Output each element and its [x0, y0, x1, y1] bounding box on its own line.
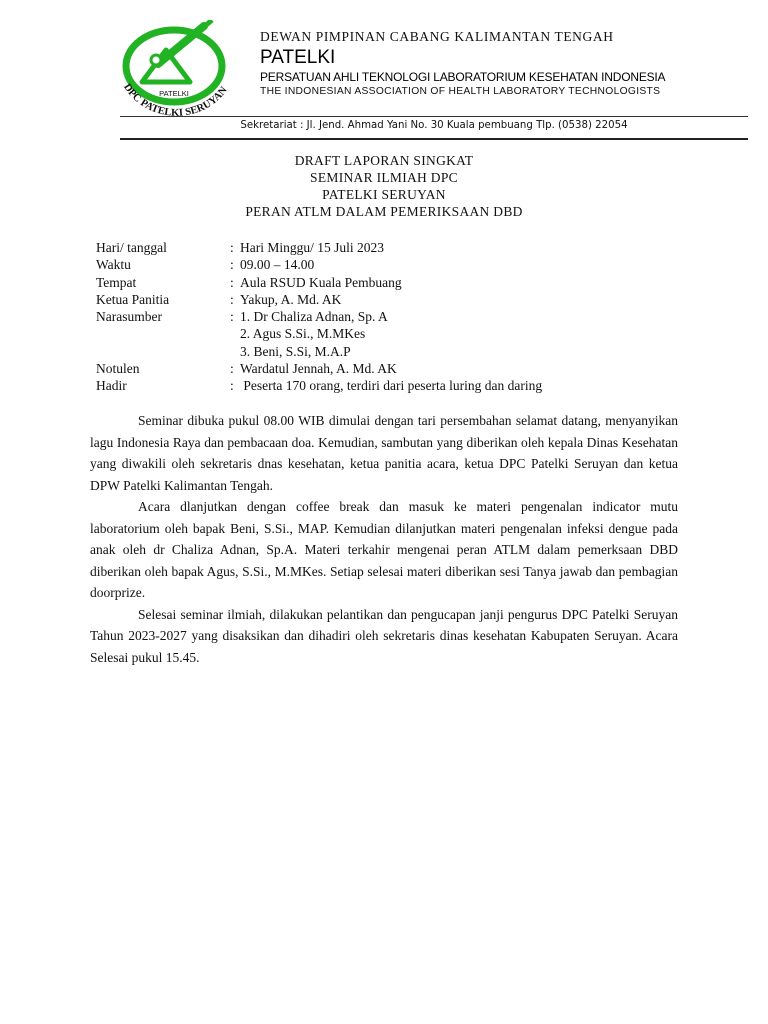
info-colon: [230, 325, 240, 342]
info-label: Narasumber: [96, 309, 162, 325]
title-line-4: PERAN ATLM DALAM PEMERIKSAAN DBD: [245, 204, 523, 219]
secretariat-address: Sekretariat : Jl. Jend. Ahmad Yani No. 30 Kuala pembuang Tlp. (0538) 22054: [240, 120, 628, 131]
info-value: Hari Minggu/ 15 Juli 2023: [240, 240, 384, 255]
info-row: [96, 239, 542, 256]
title-line-2: SEMINAR ILMIAH DPC: [310, 170, 458, 185]
info-row: [96, 343, 542, 360]
title-line-3: PATELKI SERUYAN: [322, 187, 446, 202]
info-value: Yakup, A. Md. AK: [240, 291, 342, 307]
info-value: 3. Beni, S.Si, M.A.P: [240, 343, 351, 359]
info-row: [96, 256, 542, 273]
org-line: DEWAN PIMPINAN CABANG KALIMANTAN TENGAH: [260, 29, 614, 44]
info-row: [96, 308, 542, 325]
header-divider-bottom: [120, 138, 748, 140]
info-colon: :: [230, 361, 234, 377]
info-colon: [230, 343, 240, 360]
info-label: Ketua Panitia: [96, 291, 170, 307]
paragraph-closing: Selesai seminar ilmiah, dilakukan pelantikan dan pengucapan janji pengurus DPC Patelki Seruyan Tahun 2023-2027 yang disaksikan dan dihadiri oleh sekretaris dinas kesehatan Kabupaten Seruyan. Acara Selesai pukul 15.45.: [90, 606, 678, 665]
info-label: Notulen: [96, 361, 140, 377]
info-row: [96, 291, 542, 308]
report-body: [90, 410, 678, 668]
info-colon: :: [230, 240, 234, 255]
header-divider-top: [120, 116, 748, 117]
info-colon: :: [230, 378, 234, 394]
info-value: Aula RSUD Kuala Pembuang: [240, 274, 402, 290]
info-row: [96, 360, 542, 377]
info-value: Peserta 170 orang, terdiri dari peserta luring dan daring: [240, 378, 543, 394]
info-colon: :: [230, 309, 234, 325]
report-title: [90, 152, 678, 220]
info-colon: :: [230, 257, 234, 273]
info-value: 2. Agus S.Si., M.MKes: [240, 326, 366, 342]
info-label: [96, 343, 230, 360]
info-colon: :: [230, 274, 234, 290]
paragraph-sessions: Acara dlanjutkan dengan coffee break dan masuk ke materi pengenalan indicator mutu laboratorium oleh bapak Beni, S.Si., MAP. Kemudian dilanjutkan materi pengenalan infeksi dengue pada anak oleh dr Chaliza Adnan, Sp.A. Materi terkahir mengenai peran ATLM dalam pemerksaan DBD diberikan oleh bapak Agus, S.Si., M.MKes. Setiap selesai materi diberikan sesi Tanya jawab dan pembagian doorprize.: [90, 499, 678, 600]
org-name: PATELKI: [260, 47, 336, 68]
info-colon: :: [230, 291, 234, 307]
info-label: Tempat: [96, 274, 137, 290]
org-english-name: THE INDONESIAN ASSOCIATION OF HEALTH LABORATORY TECHNOLOGISTS: [260, 86, 661, 97]
info-row: [96, 377, 542, 394]
title-line-1: DRAFT LAPORAN SINGKAT: [294, 153, 474, 168]
info-value: Wardatul Jennah, A. Md. AK: [240, 361, 397, 377]
info-value: 09.00 – 14.00: [240, 257, 315, 273]
info-label: Hari/ tanggal: [96, 240, 167, 255]
info-row: [96, 274, 542, 291]
org-full-name: PERSATUAN AHLI TEKNOLOGI LABORATORIUM KESEHATAN INDONESIA: [260, 70, 666, 84]
logo-inner-text: PATELKI: [159, 89, 189, 98]
info-label: Hadir: [96, 378, 127, 394]
patelki-logo: [106, 20, 246, 128]
logo-ring-text: DPC PATELKI SERUYAN: [121, 81, 230, 119]
info-row: [96, 325, 542, 342]
info-label: [96, 325, 230, 342]
letterhead: [260, 28, 760, 99]
paragraph-opening: Seminar dibuka pukul 08.00 WIB dimulai dengan tari persembahan selamat datang, menyanyikan lagu Indonesia Raya dan pembacaan doa. Kemudian, sambutan yang diberikan oleh kepala Dinas Kesehatan yang diwakili oleh sekretaris dnas kesehatan, ketua panitia acara, ketua DPC Patelki Seruyan dan ketua DPW Patelki Kalimantan Tengah.: [90, 413, 678, 493]
info-value: 1. Dr Chaliza Adnan, Sp. A: [240, 309, 388, 325]
event-info-table: [96, 239, 542, 395]
info-label: Waktu: [96, 257, 131, 273]
